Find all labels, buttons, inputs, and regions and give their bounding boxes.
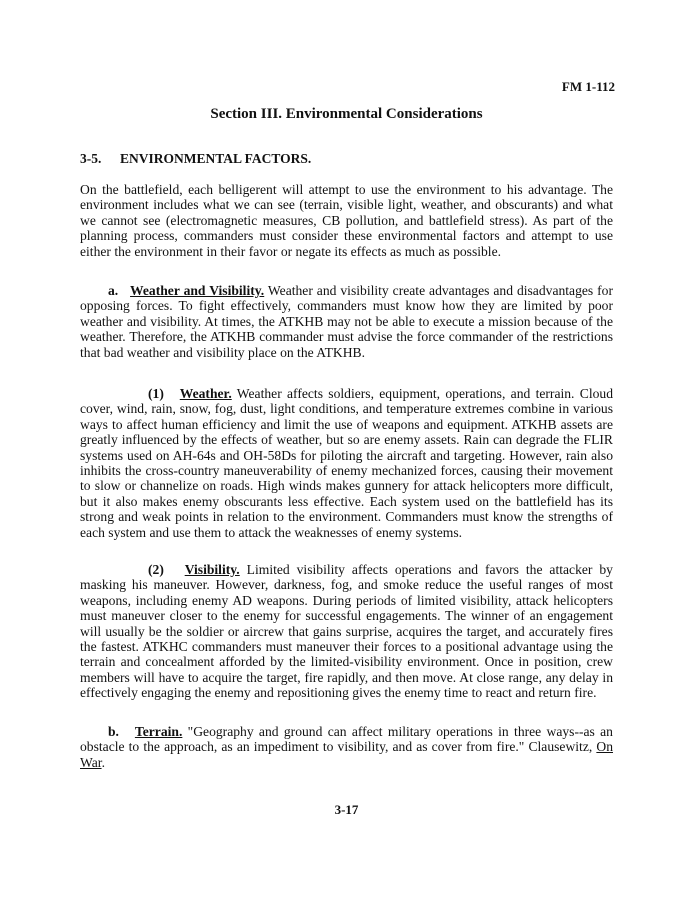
subparagraph-a [80,283,613,360]
paragraph-number: 3-5. [80,151,102,166]
subparagraph-a-marker: a. [108,283,119,298]
subparagraph-a2-body: Limited visibility affects operations and favors the attacker by masking his maneuver. However, darkness, fog, and smoke reduce the useful ranges of most weapons, including enemy AD weapons. During periods of limited visibility, attack helicopters must maneuver closer to the enemy for successful engagements. The winner of an engagement will usually be the soldier or aircrew that gains surprise, acquires the target, and accurately fires the fastest. ATKHC commanders must maneuver their forces to a positional advantage using the terrain and concealment afforded by the limited-visibility environment. Once in position, crew members will have to acquire the target, fire rapidly, and then move. At close range, any delay in effectively engaging the enemy and repositioning gives the enemy time to react and return fire. [80,562,613,701]
subparagraph-b-text [80,724,613,770]
subparagraph-b-marker: b. [108,724,119,739]
subparagraph-a2-marker: (2) [148,562,164,577]
subparagraph-b-body: "Geography and ground can affect military operations in three ways--as an obstacle to the approach, as an impediment to visibility, and as cover from fire." Clausewitz, [80,724,613,755]
doc-code: FM 1-112 [561,79,615,94]
subparagraph-a2 [80,562,613,701]
page-number: 3-17 [334,802,359,817]
subparagraph-a-title: Weather and Visibility. [130,283,265,298]
subparagraph-a2-title: Visibility. [184,562,240,577]
subparagraph-a-text [80,283,613,360]
subparagraph-a1-marker: (1) [148,386,164,401]
subparagraph-b [80,724,613,770]
citation-end: . [101,754,105,770]
subparagraph-a1-body: Weather affects soldiers, equipment, operations, and terrain. Cloud cover, wind, rain, snow, fog, dust, light conditions, and temperature extremes combine in various ways to affect human efficiency and limit the use of weapons and equipment. ATKHB assets are greatly influenced by the effects of weather, but so are enemy assets. Rain can degrade the FLIR systems used on AH-64s and OH-58Ds for piloting the aircraft and targeting. However, rain also inhibits the cross-country maneuverability of enemy mechanized forces, causing their movement to slow or channelize on roads. High winds makes gunnery for attack helicopters more difficult, but it also makes enemy obscurants less effective. Each system used on the battlefield has its strong and weak points in relation to the environment. Commanders must know the strengths of each system and use them to attack the weaknesses of enemy systems. [80,386,613,540]
paragraph-heading [80,151,311,167]
paragraph-title: ENVIRONMENTAL FACTORS. [120,151,312,166]
subparagraph-a1 [80,386,613,540]
citation-title: On War [80,739,613,770]
subparagraph-b-title: Terrain. [134,724,183,739]
intro-text: On the battlefield, each belligerent will attempt to use the environment to his advantage. The environment includes what we can see (terrain, visible light, weather, and obscurants) and what we cannot see (electromagnetic measures, CB pollution, and battlefield stress). As part of the planning process, commanders must consider these environmental factors and attempt to use either the environment in their favor or negate its effects as much as possible. [80,182,613,259]
section-title: Section III. Environmental Considerations [210,106,483,122]
subparagraph-a2-text [80,562,613,701]
subparagraph-a1-title: Weather. [179,386,232,401]
subparagraph-a1-text [80,386,613,540]
subparagraph-a-body: Weather and visibility create advantages and disadvantages for opposing forces. To fight effectively, commanders must know how they are limited by poor weather and visibility. At times, the ATKHB may not be able to execute a mission because of the weather. Therefore, the ATKHB commander must advise the force commander of the restrictions that bad weather and visibility place on the ATKHB. [80,283,613,360]
intro-paragraph [80,182,613,259]
